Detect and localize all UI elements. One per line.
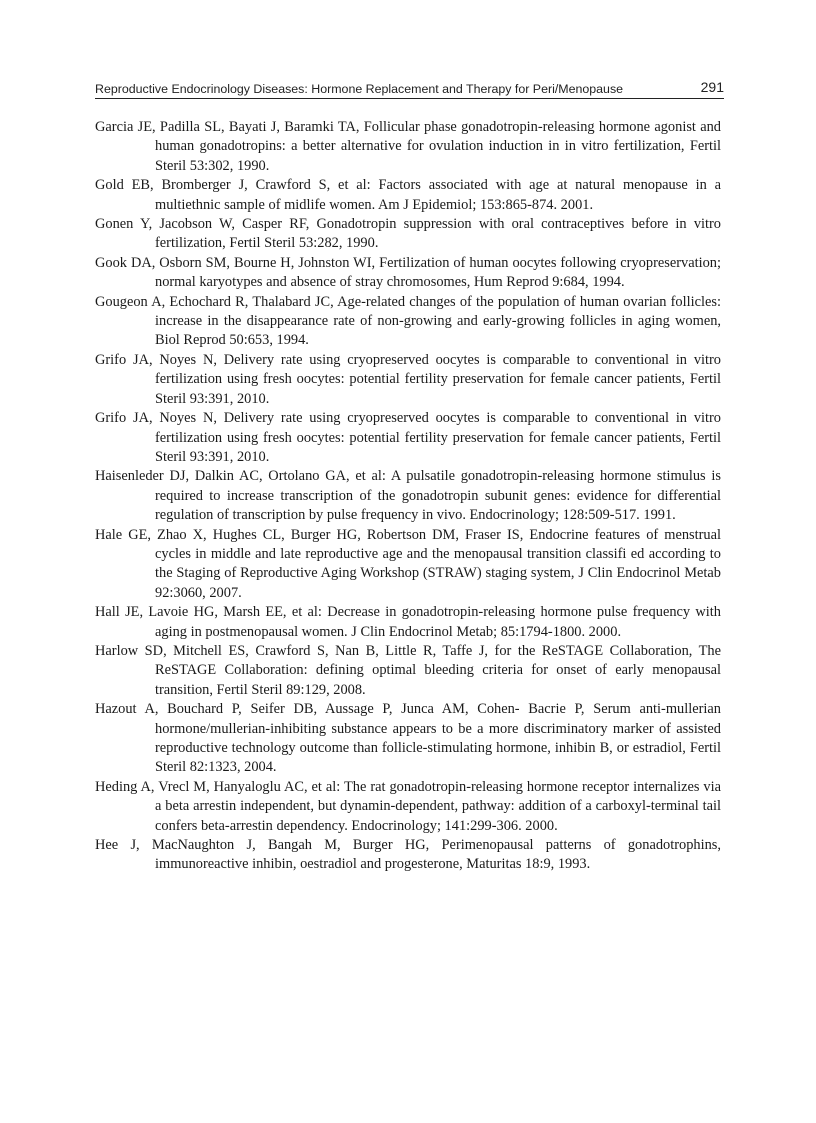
running-title: Reproductive Endocrinology Diseases: Hormone Replacement and Therapy for Peri/Menopause bbox=[95, 82, 624, 96]
reference-entry: Hall JE, Lavoie HG, Marsh EE, et al: Decrease in gonadotropin-releasing hormone pulse frequency with aging in postmenopausal women. J Clin Endocrinol Metab; 85:1794-1800. 2000. bbox=[95, 604, 721, 640]
reference-entry: Haisenleder DJ, Dalkin AC, Ortolano GA, et al: A pulsatile gonadotropin-releasing hormone stimulus is required to increase transcription of the gonadotropin subunit genes: evidence for differential regulation of transcription by pulse frequency in vivo. Endocrinology; 128:509-517. 1991. bbox=[95, 468, 721, 524]
page-number: 291 bbox=[700, 79, 724, 95]
reference-entry: Grifo JA, Noyes N, Delivery rate using cryopreserved oocytes is comparable to conventional in vitro fertilization using fresh oocytes: potential fertility preservation for female cancer patients, Fertil Steril 93:391, 2010. bbox=[95, 351, 721, 407]
reference-entry: Hee J, MacNaughton J, Bangah M, Burger HG, Perimenopausal patterns of gonadotrophins, immunoreactive inhibin, oestradiol and progesterone, Maturitas 18:9, 1993. bbox=[95, 837, 721, 873]
reference-entry: Gook DA, Osborn SM, Bourne H, Johnston WI, Fertilization of human oocytes following cryopreservation; normal karyotypes and absence of stray chromosomes, Hum Reprod 9:684, 1994. bbox=[95, 254, 721, 291]
reference-entry: Heding A, Vrecl M, Hanyaloglu AC, et al: The rat gonadotropin-releasing hormone receptor internalizes via a beta arrestin independent, but dynamin-dependent, pathway: addition of a carboxyl-terminal tail confers beta-arrestin dependency. Endocrinology; 141:299-306. 2000. bbox=[95, 778, 721, 834]
page-header bbox=[95, 78, 724, 99]
reference-entry: Gonen Y, Jacobson W, Casper RF, Gonadotropin suppression with oral contraceptives before in vitro fertilization, Fertil Steril 53:282, 1990. bbox=[95, 216, 721, 252]
reference-entry: Hazout A, Bouchard P, Seifer DB, Aussage P, Junca AM, Cohen- Bacrie P, Serum anti-mullerian hormone/mullerian-inhibiting substance appears to be a more discriminatory marker of assisted reproductive technology outcome than follicle-stimulating hormone, inhibin B, or estradiol, Fertil Steril 82:1323, 2004. bbox=[95, 701, 721, 776]
reference-entry: Harlow SD, Mitchell ES, Crawford S, Nan B, Little R, Taffe J, for the ReSTAGE Collaboration, The ReSTAGE Collaboration: defining optimal bleeding criteria for onset of early menopausal transition, Fertil Steril 89:129, 2008. bbox=[95, 642, 721, 698]
reference-entry: Hale GE, Zhao X, Hughes CL, Burger HG, Robertson DM, Fraser IS, Endocrine features of menstrual cycles in middle and late reproductive age and the menopausal transition classifi ed according to the Staging of Reproductive Aging Workshop (STRAW) staging system, J Clin Endocrinol Metab 92:3060, 2007. bbox=[95, 526, 721, 601]
reference-entry: Grifo JA, Noyes N, Delivery rate using cryopreserved oocytes is comparable to conventional in vitro fertilization using fresh oocytes: potential fertility preservation for female cancer patients, Fertil Steril 93:391, 2010. bbox=[95, 410, 721, 465]
reference-entry: Gougeon A, Echochard R, Thalabard JC, Age-related changes of the population of human ovarian follicles: increase in the disappearance rate of non-growing and early-growing follicles in aging women, Biol Reprod 50:653, 1994. bbox=[95, 293, 721, 349]
reference-list bbox=[95, 118, 721, 875]
reference-entry: Gold EB, Bromberger J, Crawford S, et al: Factors associated with age at natural menopause in a multiethnic sample of midlife women. Am J Epidemiol; 153:865-874. 2001. bbox=[95, 177, 721, 213]
reference-entry: Garcia JE, Padilla SL, Bayati J, Baramki TA, Follicular phase gonadotropin-releasing hormone agonist and human gonadotropins: a better alternative for ovulation induction in in vitro fertilization, Fertil Steril 53:302, 1990. bbox=[95, 119, 721, 174]
